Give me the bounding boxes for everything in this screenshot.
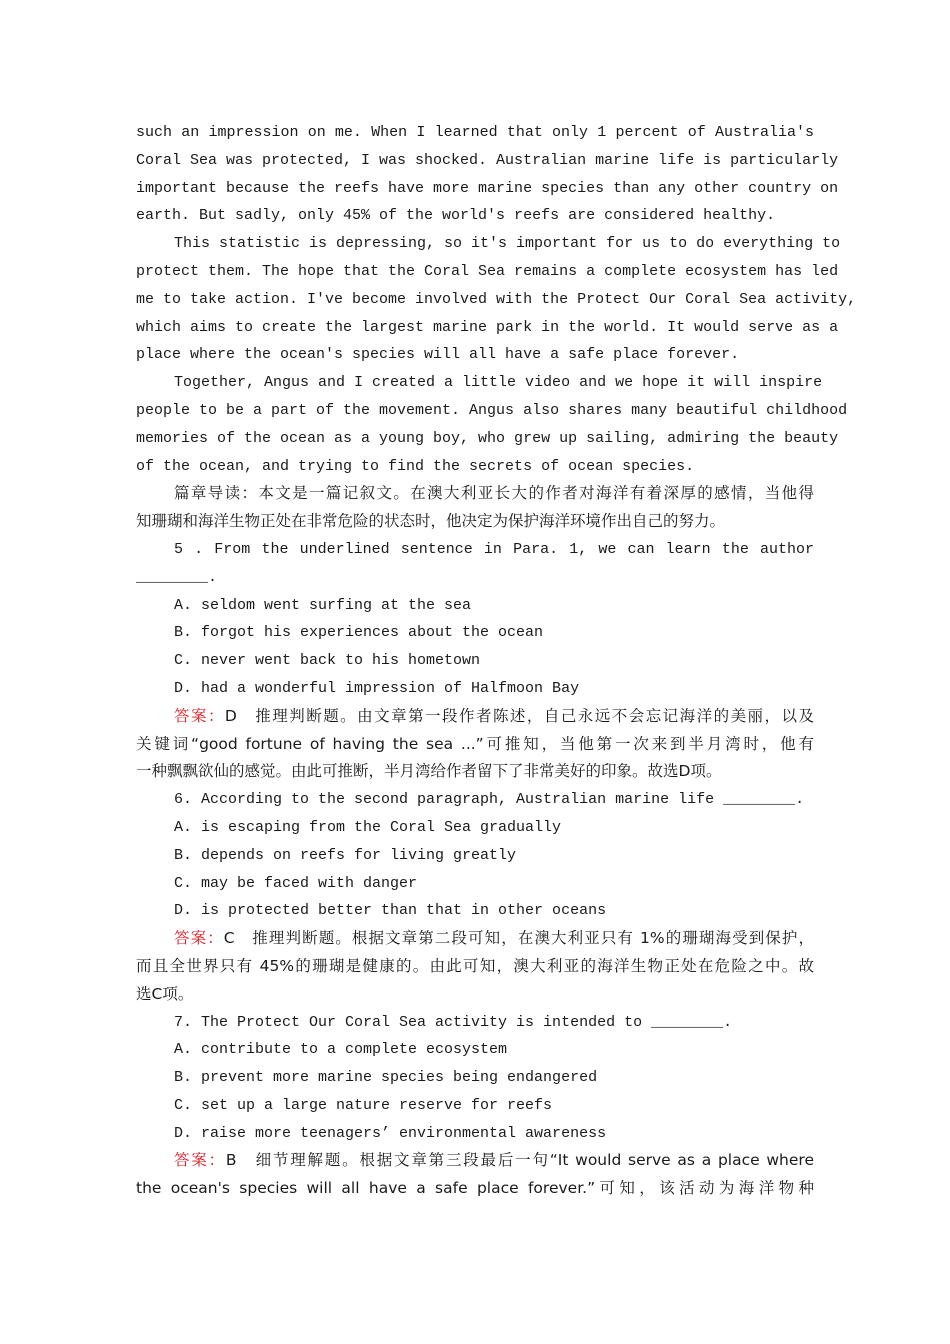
option-d: D. raise more teenagers’ environmental awareness (174, 1124, 607, 1142)
answer-line: 选C项。 (136, 984, 194, 1003)
option-c: C. set up a large nature reserve for reefs (174, 1096, 553, 1114)
option-c: C. never went back to his hometown (174, 652, 481, 670)
guide-line: 篇章导读：本文是一篇记叙文。在澳大利亚长大的作者对海洋有着深厚的感情，当他得 (174, 484, 814, 503)
paragraph-1 (136, 119, 839, 230)
answer-line: 而且全世界只有 45%的珊瑚是健康的。由此可知，澳大利亚的海洋生物正处在危险之中。故 (136, 956, 814, 975)
option-d: D. had a wonderful impression of Halfmoon Bay (174, 679, 580, 697)
answer-label: 答案： (174, 929, 224, 948)
paragraph-3 (136, 369, 848, 480)
question-stem: 6. According to the second paragraph, Australian marine life ________. (174, 791, 805, 809)
guide-line: 知珊瑚和海洋生物正处在非常危险的状态时，他决定为保护海洋环境作出自己的努力。 (136, 512, 726, 531)
text-line: protect them. The hope that the Coral Sea remains a complete ecosystem has led (136, 262, 839, 280)
text-line: of the ocean, and trying to find the secrets of ocean species. (136, 457, 695, 475)
text-line: such an impression on me. When I learned that only 1 percent of Australia's (136, 124, 814, 141)
answer-text: B 细节理解题。根据文章第三段最后一句“It would serve as a place where (225, 1151, 814, 1170)
paragraph-2 (136, 230, 857, 369)
option-d: D. is protected better than that in other oceans (174, 902, 607, 920)
option-c: C. may be faced with danger (174, 874, 418, 892)
option-b: B. depends on reefs for living greatly (174, 846, 517, 864)
text-line: Coral Sea was protected, I was shocked. Australian marine life is particularly (136, 151, 839, 169)
answer-text: C 推理判断题。根据文章第二段可知，在澳大利亚只有 1%的珊瑚海受到保护， (223, 929, 814, 948)
answer-line: 一种飘飘欲仙的感觉。由此可推断，半月湾给作者留下了非常美好的印象。故选D项。 (136, 762, 722, 781)
question-stem: 7. The Protect Our Coral Sea activity is intended to ________. (174, 1013, 733, 1031)
text-line: earth. But sadly, only 45% of the world's reefs are considered healthy. (136, 207, 776, 225)
answer-label: 答案： (174, 1151, 226, 1170)
answer-line (136, 703, 814, 731)
option-a: A. is escaping from the Coral Sea gradually (174, 818, 562, 836)
answer-label: 答案： (174, 706, 225, 725)
answer-line: the ocean's species will all have a safe place forever.”可知，该活动为海洋物种 (136, 1179, 814, 1198)
option-b: B. prevent more marine species being endangered (174, 1069, 598, 1087)
answer-line: 关键词“good fortune of having the sea ...”可推知，当他第一次来到半月湾时，他有 (136, 734, 814, 753)
question-stem: ________. (136, 568, 218, 586)
answer-line (136, 1147, 814, 1175)
document-page (136, 119, 857, 1203)
question-5 (136, 536, 814, 786)
option-a: A. contribute to a complete ecosystem (174, 1041, 508, 1059)
text-line: memories of the ocean as a young boy, who grew up sailing, admiring the beauty (136, 429, 839, 447)
text-line: people to be a part of the movement. Angus also shares many beautiful childhood (136, 401, 848, 419)
question-stem: 5 . From the underlined sentence in Para. 1, we can learn the author (174, 540, 814, 558)
question-7 (136, 1009, 814, 1204)
answer-line (136, 925, 814, 953)
option-b: B. forgot his experiences about the ocean (174, 624, 544, 642)
text-line: which aims to create the largest marine park in the world. It would serve as a (136, 318, 839, 336)
text-line: place where the ocean's species will all have a safe place forever. (136, 346, 740, 364)
text-line: This statistic is depressing, so it's important for us to do everything to (174, 235, 841, 253)
text-line: me to take action. I've become involved with the Protect Our Coral Sea activity, (136, 290, 857, 308)
text-line: important because the reefs have more marine species than any other country on (136, 179, 839, 197)
text-line: Together, Angus and I created a little video and we hope it will inspire (174, 374, 823, 392)
question-6 (136, 786, 814, 1008)
passage-guide (136, 480, 814, 536)
option-a: A. seldom went surfing at the sea (174, 596, 472, 614)
answer-text: D 推理判断题。由文章第一段作者陈述，自己永远不会忘记海洋的美丽，以及 (224, 706, 814, 725)
